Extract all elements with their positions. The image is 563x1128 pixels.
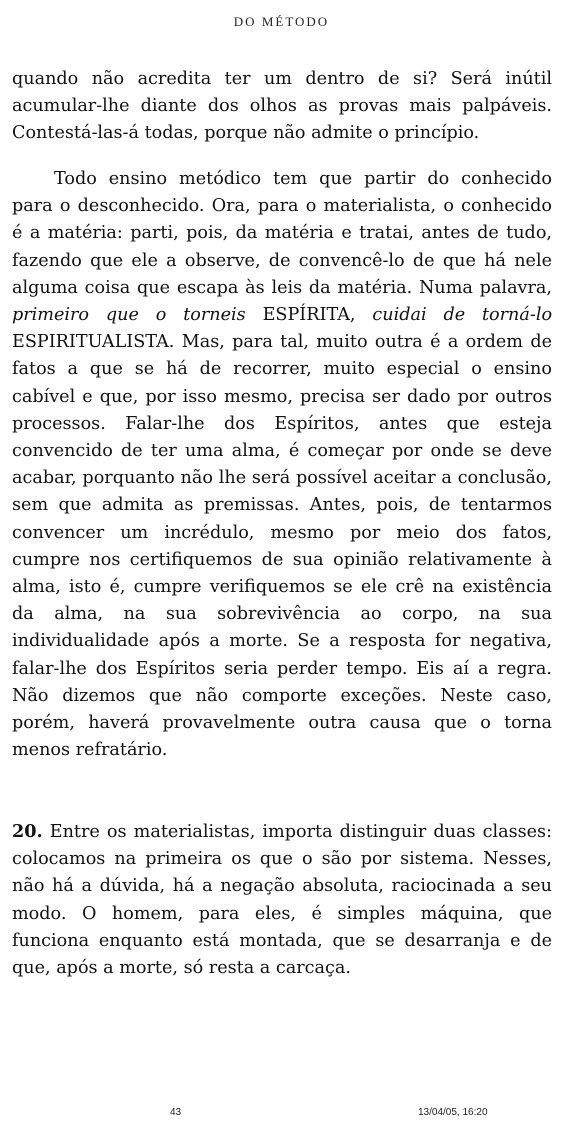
paragraph-method-part2: Mas, para tal, muito outra é a ordem de fatos a que se há de recorrer, muito especial o ensino cabível e que, por isso mesmo, precisa ser dado por outros processos. Falar-lhe dos Espíritos, antes que esteja convencido de ter uma alma, é começar por onde se deve acabar, porquanto não lhe será possível aceitar a conclusão, sem que admita as premissas. Antes, pois, de tentarmos convencer um incrédulo, mesmo por meio dos fatos, cumpre nos certifiquemos de sua opinião relativamente à alma, isto é, cumpre verifiquemos se ele crê na existência da alma, na sua sobrevivência ao corpo, na sua individualidade após a morte. Se a resposta for negativa, falar-lhe dos Espíritos seria perder tempo. Eis aí a regra. Não dizemos que não comporte exceções. Neste caso, porém, haverá provavelmente outra causa que o torna menos refratário. <box>12 332 552 761</box>
paragraph-continued <box>12 66 552 148</box>
paragraph-20-text <box>12 818 552 982</box>
paragraph-method-italic2: cuidai de torná-lo <box>372 305 553 326</box>
footer-page-number: 43 <box>170 1107 182 1118</box>
paragraph-continued-text: quando não acredita ter um dentro de si? Será inútil acumular-lhe diante dos olhos as provas mais palpáveis. Contestá-las-á todas, porque não admite o princípio. <box>12 69 552 144</box>
running-head: DO MÉTODO <box>233 14 330 29</box>
paragraph-method-part1: Todo ensino metódico tem que partir do conhecido para o desconhecido. Ora, para o materialista, o conhecido é a matéria: parti, pois, da matéria e tratai, antes de tudo, fazendo que ele a observe, de convencê-lo de que há nele alguma coisa que escapa às leis da matéria. Numa palavra, <box>12 169 552 298</box>
paragraph-method-word2: ESPIRITUALISTA. <box>12 332 175 353</box>
footer-timestamp: 13/04/05, 16:20 <box>418 1107 488 1118</box>
paragraph-method-text <box>12 166 552 764</box>
paragraph-method-word1: ESPÍRITA, <box>262 305 356 326</box>
paragraph-20-number: 20. <box>12 821 43 842</box>
paragraph-20 <box>12 818 552 982</box>
paragraph-method <box>12 166 552 764</box>
paragraph-method-italic1: primeiro que o torneis <box>12 305 246 326</box>
paragraph-20-body: Entre os materialistas, importa distinguir duas classes: colocamos na primeira os que o são por sistema. Nesses, não há a dúvida, há a negação absoluta, raciocinada a seu modo. O homem, para eles, é simples máquina, que funciona enquanto está montada, que se desarranja e de que, após a morte, só resta a carcaça. <box>12 822 553 979</box>
